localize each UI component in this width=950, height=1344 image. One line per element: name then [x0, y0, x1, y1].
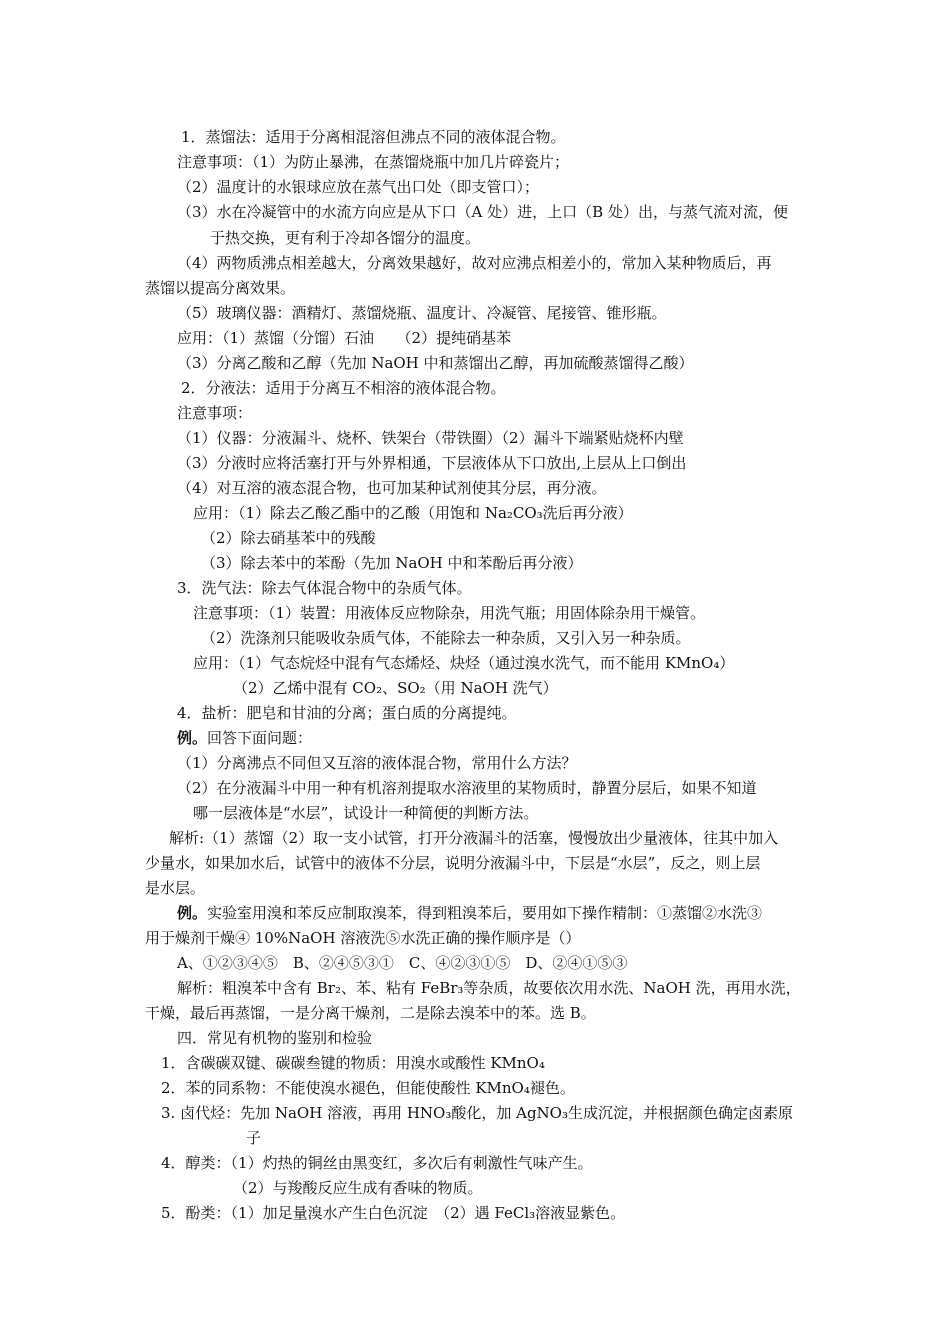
- text-line: 注意事项：: [177, 404, 253, 422]
- text-line: 应用：（1）蒸馏（分馏）石油 （2）提纯硝基苯: [177, 329, 512, 347]
- text-fragment: 实验室用溴和苯反应制取溴苯，得到粗溴苯后，要用如下操作精制：①蒸馏②水洗③: [207, 904, 763, 922]
- text-line: 干燥，最后再蒸馏，一是分离干燥剂，二是除去溴苯中的苯。选 B。: [145, 1004, 596, 1022]
- example-label: 例。: [177, 729, 208, 747]
- text-line: 2．分液法：适用于分离互不相溶的液体混合物。: [181, 379, 506, 397]
- text-line: （4）两物质沸点相差越大，分离效果越好，故对应沸点相差小的，常加入某种物质后，再: [177, 254, 772, 272]
- text-line: 用于燥剂干燥④ 10%NaOH 溶液洗⑤水洗正确的操作顺序是（）: [145, 929, 581, 947]
- text-line: 注意事项：（1）装置：用液体反应物除杂，用洗气瓶；用固体除杂用干燥管。: [193, 604, 706, 622]
- example-label: 例。: [177, 904, 208, 922]
- text-line: （1）仪器：分液漏斗、烧杯、铁架台（带铁圈）（2）漏斗下端紧贴烧杯内壁: [177, 429, 684, 447]
- text-line: 2．苯的同系物：不能使溴水褪色，但能使酸性 KMnO₄褪色。: [161, 1079, 575, 1097]
- text-line: （3）水在冷凝管中的水流方向应是从下口（A 处）进，上口（B 处）出，与蒸气流对流，便: [177, 203, 788, 221]
- text-line: （1）分离沸点不同但又互溶的液体混合物，常用什么方法？: [177, 754, 577, 772]
- text-line: （2）洗涤剂只能吸收杂质气体，不能除去一种杂质，又引入另一种杂质。: [201, 629, 691, 647]
- text-line: （2）与羧酸反应生成有香味的物质。: [233, 1179, 483, 1197]
- text-line: 3. 卤代烃：先加 NaOH 溶液，再用 HNO₃酸化，加 AgNO₃生成沉淀，并根据颜色确定卤素原: [161, 1104, 793, 1122]
- section-heading: 四．常见有机物的鉴别和检验: [177, 1029, 373, 1047]
- text-line: A、①②③④⑤ B、②④⑤③① C、④②③①⑤ D、②④①⑤③: [177, 954, 628, 972]
- text-line: 3．洗气法：除去气体混合物中的杂质气体。: [177, 579, 472, 597]
- text-line: 4．盐析：肥皂和甘油的分离；蛋白质的分离提纯。: [177, 704, 517, 722]
- text-line: 子: [246, 1129, 262, 1147]
- text-line: 解析:（1）蒸馏（2）取一支小试管，打开分液漏斗的活塞，慢慢放出少量液体，往其中加入: [169, 829, 779, 847]
- text-line: （2）温度计的水银球应放在蒸气出口处（即支管口）；: [177, 178, 540, 196]
- text-line: 解析：粗溴苯中含有 Br₂、苯、粘有 FeBr₃等杂质，故要依次用水洗、NaOH 洗，再用水洗，: [177, 979, 801, 997]
- text-line: （2）在分液漏斗中用一种有机溶剂提取水溶液里的某物质时，静置分层后，如果不知道: [177, 779, 757, 797]
- text-line: （3）分液时应将活塞打开与外界相通，下层液体从下口放出,上层从上口倒出: [177, 454, 687, 472]
- text-line: 蒸馏以提高分离效果。: [145, 279, 296, 297]
- text-line: 应用：（1）除去乙酸乙酯中的乙酸（用饱和 Na₂CO₃洗后再分液）: [193, 504, 633, 522]
- text-line: （2）除去硝基苯中的残酸: [201, 529, 376, 547]
- text-line: 少量水，如果加水后，试管中的液体不分层，说明分液漏斗中，下层是“水层”，反之，则上层: [145, 854, 761, 872]
- text-line: （4）对互溶的液态混合物，也可加某种试剂使其分层，再分液。: [177, 479, 607, 497]
- text-line: （5）玻璃仪器：酒精灯、蒸馏烧瓶、温度计、冷凝管、尾接管、锥形瓶。: [177, 304, 667, 322]
- text-line: （3）分离乙酸和乙醇（先加 NaOH 中和蒸馏出乙醇，再加硫酸蒸馏得乙酸）: [177, 354, 694, 372]
- text-line: 哪一层液体是“水层”，试设计一种简便的判断方法。: [193, 804, 539, 822]
- text-line: 1．蒸馏法：适用于分离相混溶但沸点不同的液体混合物。: [181, 128, 566, 146]
- text-line: [177, 728, 312, 748]
- text-fragment: 回答下面问题：: [207, 729, 313, 747]
- text-line: （3）除去苯中的苯酚（先加 NaOH 中和苯酚后再分液）: [201, 554, 583, 572]
- text-line: 应用：（1）气态烷烃中混有气态烯烃、炔烃（通过溴水洗气，而不能用 KMnO₄）: [193, 654, 735, 672]
- text-line: 于热交换，更有利于冷却各馏分的温度。: [210, 229, 481, 247]
- text-line: （2）乙烯中混有 CO₂、SO₂（用 NaOH 洗气）: [233, 679, 558, 697]
- text-line: 5．酚类：（1）加足量溴水产生白色沉淀 （2）遇 FeCl₃溶液显紫色。: [161, 1204, 626, 1222]
- text-line: 1．含碳碳双键、碳碳叁键的物质：用溴水或酸性 KMnO₄: [161, 1054, 545, 1072]
- text-line: 是水层。: [145, 879, 206, 897]
- text-line: 4．醇类：（1）灼热的铜丝由黑变红，多次后有刺激性气味产生。: [161, 1154, 593, 1172]
- text-line: [177, 903, 762, 923]
- text-line: 注意事项：（1）为防止暴沸，在蒸馏烧瓶中加几片碎瓷片；: [177, 153, 570, 171]
